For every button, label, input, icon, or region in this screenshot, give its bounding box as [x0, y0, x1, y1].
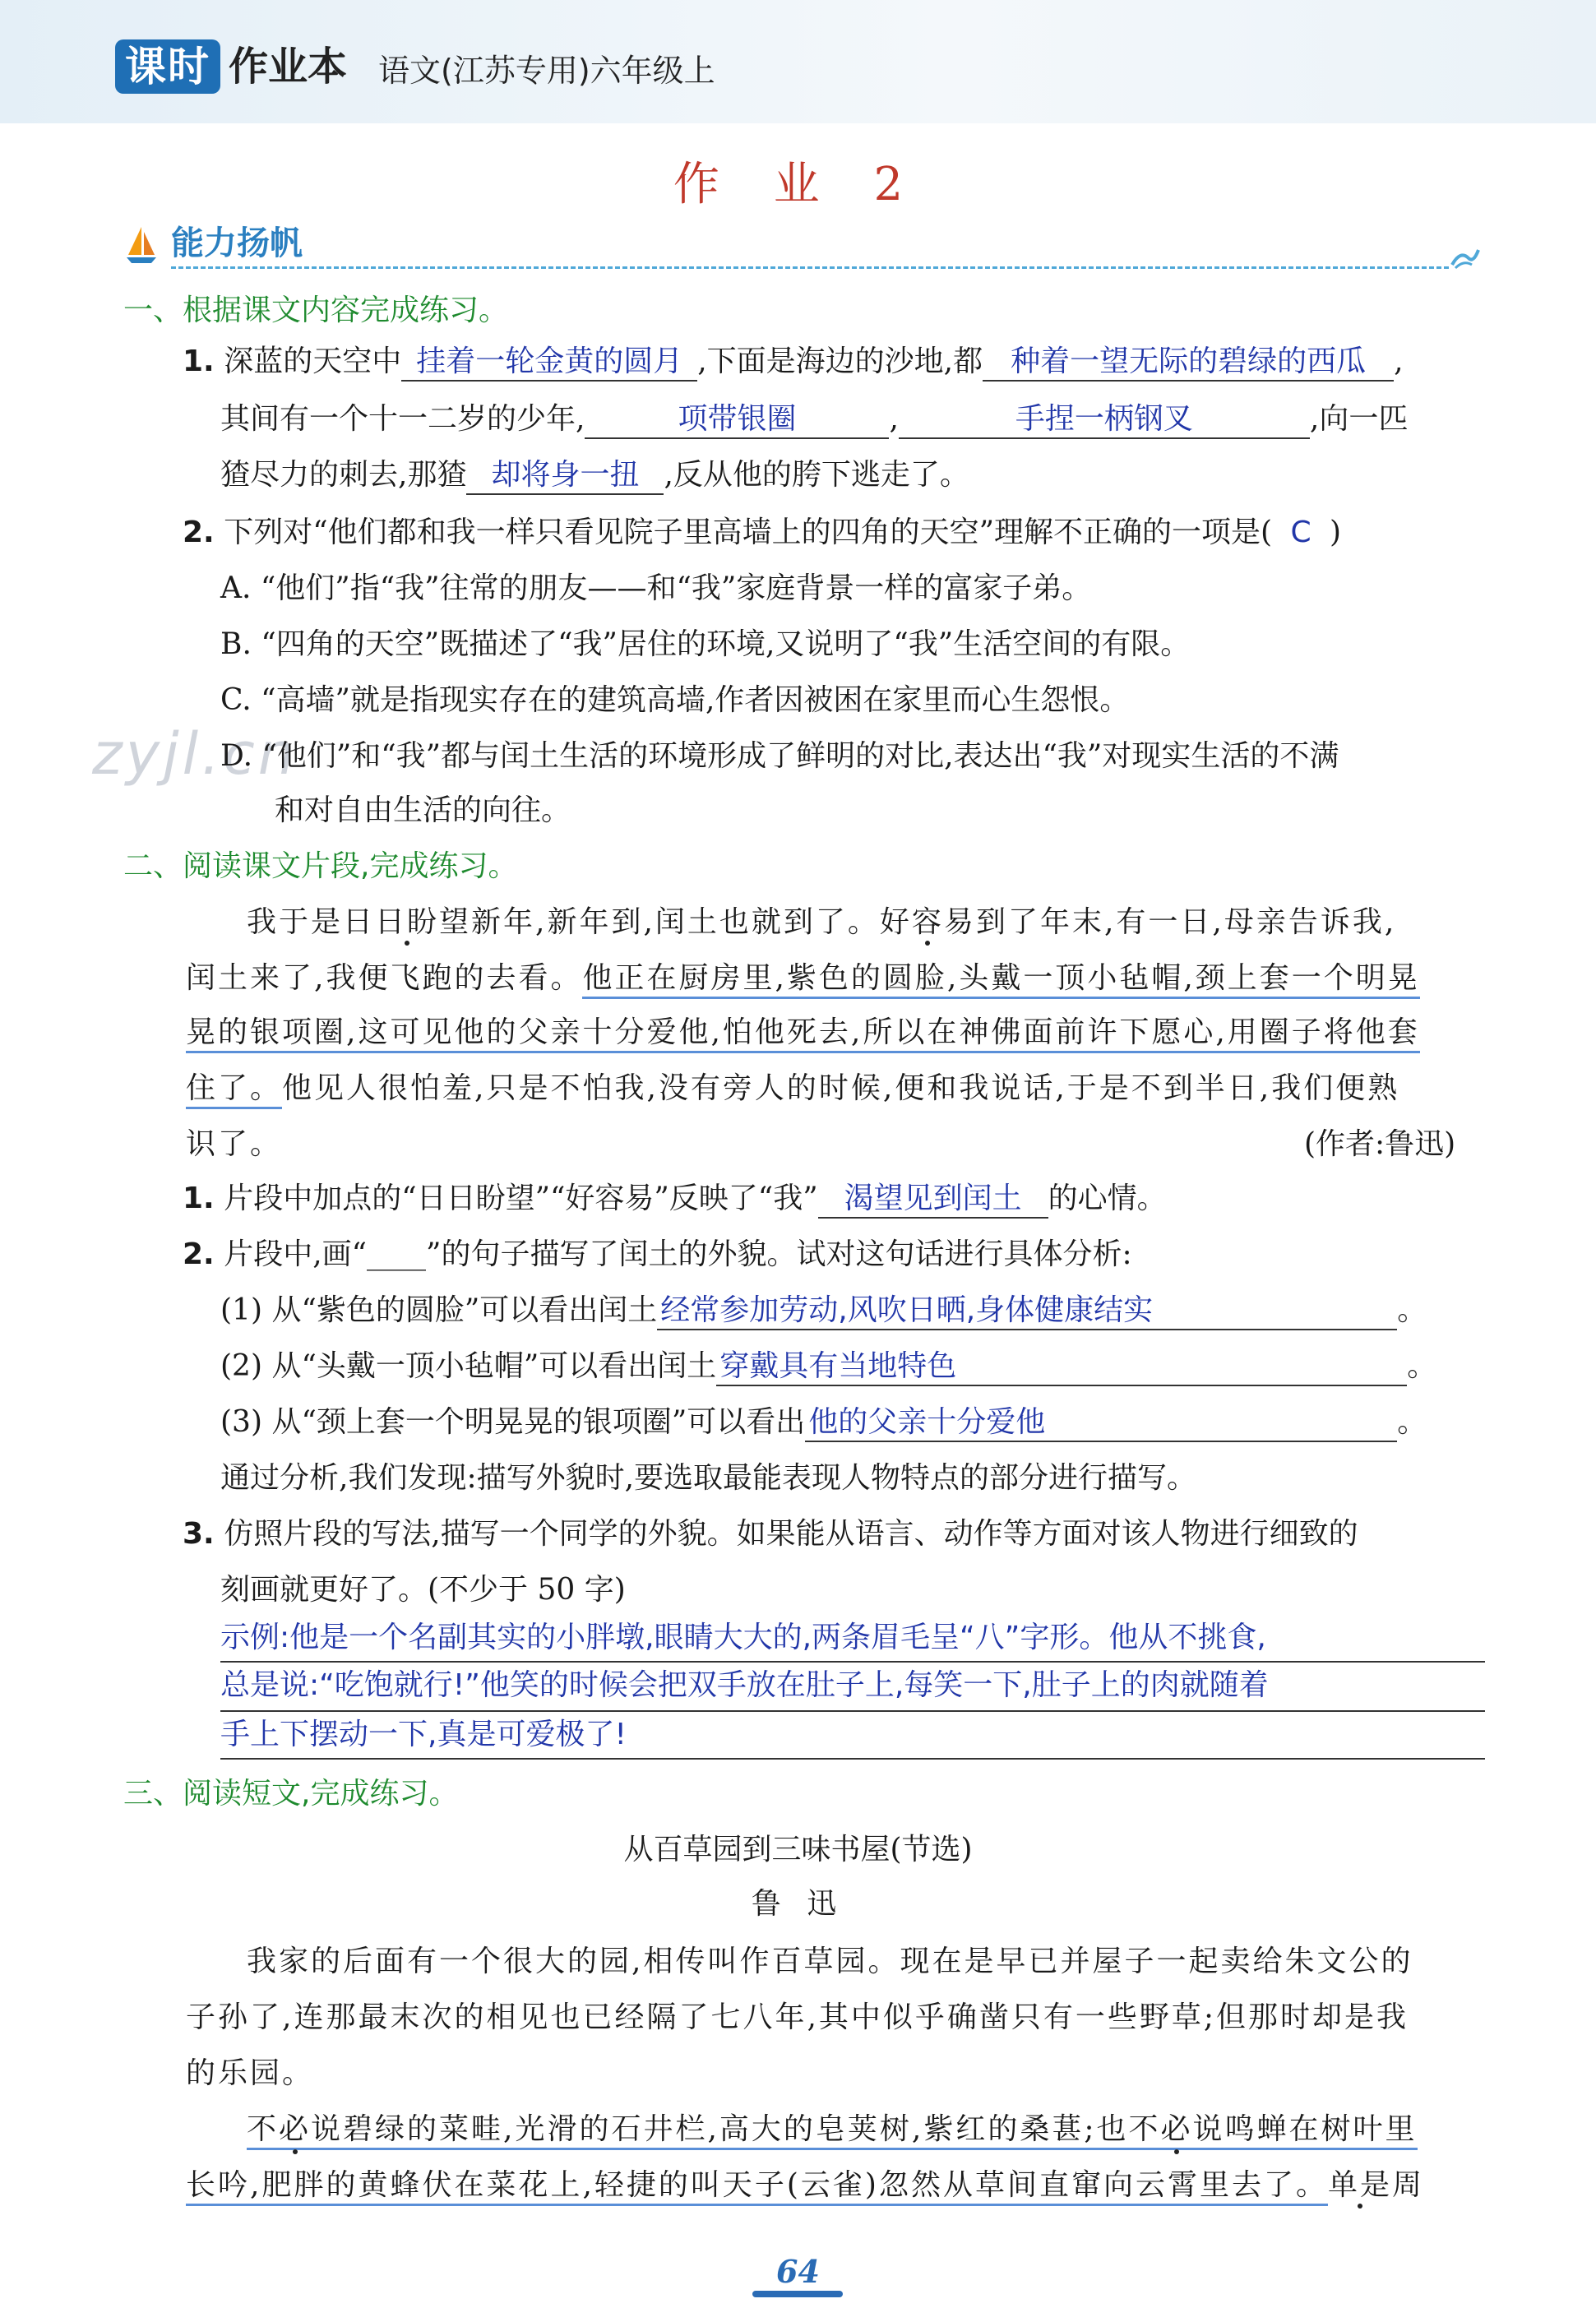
s1-q1-line3: [220, 456, 969, 495]
section1-heading: 一、根据课文内容完成练习。: [123, 294, 509, 327]
section2-heading: 二、阅读课文片段,完成练习。: [123, 849, 518, 883]
underlined-phrase: 不必说: [247, 2112, 343, 2150]
s1-q1-line1: [183, 342, 1404, 382]
text: 从百草园到三味书屋: [623, 1833, 891, 1866]
option-d-cont: 和对自由生活的向往。: [275, 793, 571, 827]
option-a: A. “他们”指“我”往常的朋友——和“我”家庭背景一样的富家子弟。: [220, 571, 1092, 605]
question-number: 2.: [183, 516, 215, 549]
page-number-underline: [752, 2291, 843, 2297]
text: 他见人很怕羞,只是不怕我,没有旁人的时候,便和我说话,于是不到半日,我们便熟: [282, 1071, 1400, 1105]
article-author: 鲁 迅: [751, 1887, 845, 1921]
answer-rule: [220, 1661, 1485, 1663]
header-bar: [0, 0, 1596, 123]
answer-blank[interactable]: 却将身一扭: [466, 457, 664, 495]
answer-blank[interactable]: 手捏一柄钢叉: [899, 401, 1310, 439]
passage-line5: 识了。: [186, 1127, 283, 1161]
page-number: 64: [776, 2253, 820, 2290]
s2-q2-sub3: [220, 1403, 1427, 1442]
section3-heading: 三、阅读短文,完成练习。: [123, 1777, 459, 1811]
text: (1) 从“紫色的圆脸”可以看出闰土: [220, 1293, 658, 1327]
text: 。: [1397, 1293, 1427, 1327]
s2-q2-sub1: [220, 1291, 1427, 1330]
s2-q3-stem: [183, 1515, 1358, 1554]
article-title: [0, 1830, 1596, 1870]
text: 深蓝的天空中: [224, 345, 402, 378]
underlined-sentence: 碧绿的菜畦,光滑的石井栏,高大的皂荚树,紫红的桑葚;也: [343, 2112, 1128, 2150]
text: 仿照片段的写法,描写一个同学的外貌。如果能从语言、动作等方面对该人物进行细致的: [224, 1517, 1358, 1551]
subject-label: 语文(江苏专用)六年级上: [378, 53, 715, 89]
s2-q3-answer-line1[interactable]: 示例:他是一个名副其实的小胖墩,眼睛大大的,两条眉毛呈“八”字形。他从不挑食,: [220, 1621, 1266, 1654]
text: ,: [889, 402, 899, 436]
passage-line2: [186, 959, 1420, 998]
s2-q3-answer-line3[interactable]: 手上下摆动一下,真是可爱极了!: [220, 1718, 627, 1751]
text: (3) 从“颈上套一个明晃晃的银项圈”可以看出: [220, 1405, 806, 1439]
dotted-phrase: 单是: [1327, 2168, 1392, 2202]
s2-q3-answer-line2[interactable]: 总是说:“吃饱就行!”他笑的时候会把双手放在肚子上,每笑一下,肚子上的肉就随着: [220, 1668, 1269, 1702]
answer-blank[interactable]: 项带银圈: [585, 401, 889, 439]
answer-blank[interactable]: 挂着一轮金黄的圆月: [401, 344, 697, 382]
text: 的心情。: [1048, 1182, 1167, 1215]
dotted-phrase: 好容易: [879, 905, 976, 939]
text: 新年,新年到,闰土也就到了。: [471, 905, 880, 939]
text: ,下面是海边的沙地,都: [697, 345, 983, 378]
question-number: 3.: [183, 1517, 215, 1551]
option-c: C. “高墙”就是指现实存在的建筑高墙,作者因被困在家里而心生怨恨。: [220, 683, 1130, 717]
dotted-phrase: 日日盼望: [343, 905, 472, 939]
underlined-sentence: 晃的银项圈,这可见他的父亲十分爱他,怕他死去,所以在神佛面前许下愿心,用圈子将他套: [186, 1015, 1420, 1053]
sailboat-icon: [125, 225, 158, 265]
series-logo: 课时: [115, 39, 220, 94]
underlined-sentence: 鸣蝉在树叶里: [1225, 2112, 1418, 2150]
question-number: 1.: [183, 345, 215, 378]
text: (节选): [890, 1833, 973, 1866]
text: ): [1330, 516, 1342, 549]
question-number: 1.: [183, 1182, 215, 1215]
s2-q2-sub2: [220, 1347, 1436, 1386]
text: 闰土来了,我便飞跑的去看。: [186, 961, 583, 995]
s2-q2-summary: 通过分析,我们发现:描写外貌时,要选取最能表现人物特点的部分进行描写。: [220, 1461, 1197, 1495]
text: 片段中加点的“日日盼望”“好容易”反映了“我”: [224, 1182, 818, 1215]
answer-rule: [220, 1710, 1485, 1712]
article-p2-line2: [186, 2166, 1424, 2205]
s1-q1-line2: [220, 400, 1408, 439]
article-p1-line3: 的乐园。: [186, 2056, 315, 2090]
text: ,反从他的胯下逃走了。: [664, 458, 969, 492]
page-title: 作 业 2: [673, 158, 923, 211]
text: ,向一匹: [1309, 402, 1409, 436]
text: 周: [1392, 2168, 1425, 2202]
answer-rule: [220, 1758, 1485, 1760]
article-p1-line2: 子孙了,连那最末次的相见也已经隔了七八年,其中似乎确凿只有一些野草;但那时却是我: [186, 2000, 1409, 2034]
wave-icon: [1449, 242, 1482, 270]
answer-blank[interactable]: 穿戴具有当地特色: [716, 1348, 1407, 1386]
text: 猹尽力的刺去,那猹: [220, 458, 467, 492]
answer-blank[interactable]: 种着一望无际的碧绿的西瓜: [983, 344, 1394, 382]
section-banner: [125, 220, 1482, 270]
underlined-sentence: 他正在厨房里,紫色的圆脸,头戴一顶小毡帽,颈上套一个明晃: [582, 961, 1419, 999]
option-b: B. “四角的天空”既描述了“我”居住的环境,又说明了“我”生活空间的有限。: [220, 627, 1191, 661]
text: 其间有一个十一二岁的少年,: [220, 402, 585, 436]
article-p2-line1: [247, 2110, 1418, 2149]
passage-line4: [186, 1069, 1399, 1108]
banner-label: 能力扬帆: [171, 224, 303, 262]
answer-blank[interactable]: 他的父亲十分爱他: [805, 1404, 1397, 1442]
question-number: 2.: [183, 1237, 215, 1271]
underlined-phrase: 不必说: [1128, 2112, 1224, 2150]
s2-q2-stem: [183, 1235, 1132, 1274]
passage-author: (作者:鲁迅): [1304, 1127, 1456, 1161]
banner-divider: [171, 266, 1449, 269]
text: 。: [1397, 1405, 1427, 1439]
option-d: D. “他们”和“我”都与闰土生活的环境形成了鲜明的对比,表达出“我”对现实生活的不满: [220, 739, 1339, 773]
text: 到了年末,有一日,母亲告诉我,: [975, 905, 1397, 939]
text: 。: [1407, 1349, 1437, 1383]
choice-answer[interactable]: C: [1290, 516, 1311, 549]
answer-blank[interactable]: 经常参加劳动,风吹日晒,身体健康结实: [657, 1293, 1397, 1330]
text: ,: [1394, 345, 1404, 378]
text: 下列对“他们都和我一样只看见院子里高墙上的四角的天空”理解不正确的一项是(: [224, 516, 1273, 549]
s2-q1: [183, 1179, 1167, 1219]
text: 片段中,画“____”的句子描写了闰土的外貌。试对这句话进行具体分析:: [224, 1237, 1132, 1271]
text: (2) 从“头戴一顶小毡帽”可以看出闰土: [220, 1349, 717, 1383]
passage-line3: [186, 1013, 1420, 1052]
passage-line1: [247, 903, 1396, 942]
underlined-sentence: 住了。: [186, 1071, 282, 1109]
s2-q3-stem-cont: 刻画就更好了。(不少于 50 字): [220, 1573, 626, 1607]
article-p1-line1: 我家的后面有一个很大的园,相传叫作百草园。现在是早已并屋子一起卖给朱文公的: [247, 1945, 1413, 1978]
s1-q2-stem: [183, 513, 1341, 553]
answer-blank[interactable]: 渴望见到闰土: [818, 1181, 1048, 1219]
text: 我于是: [247, 905, 344, 939]
book-name: 作业本: [229, 44, 348, 90]
watermark: zyjl.cn: [92, 720, 298, 788]
underlined-sentence: 长吟,肥胖的黄蜂伏在菜花上,轻捷的叫天子(云雀)忽然从草间直窜向云霄里去了。: [186, 2168, 1328, 2206]
